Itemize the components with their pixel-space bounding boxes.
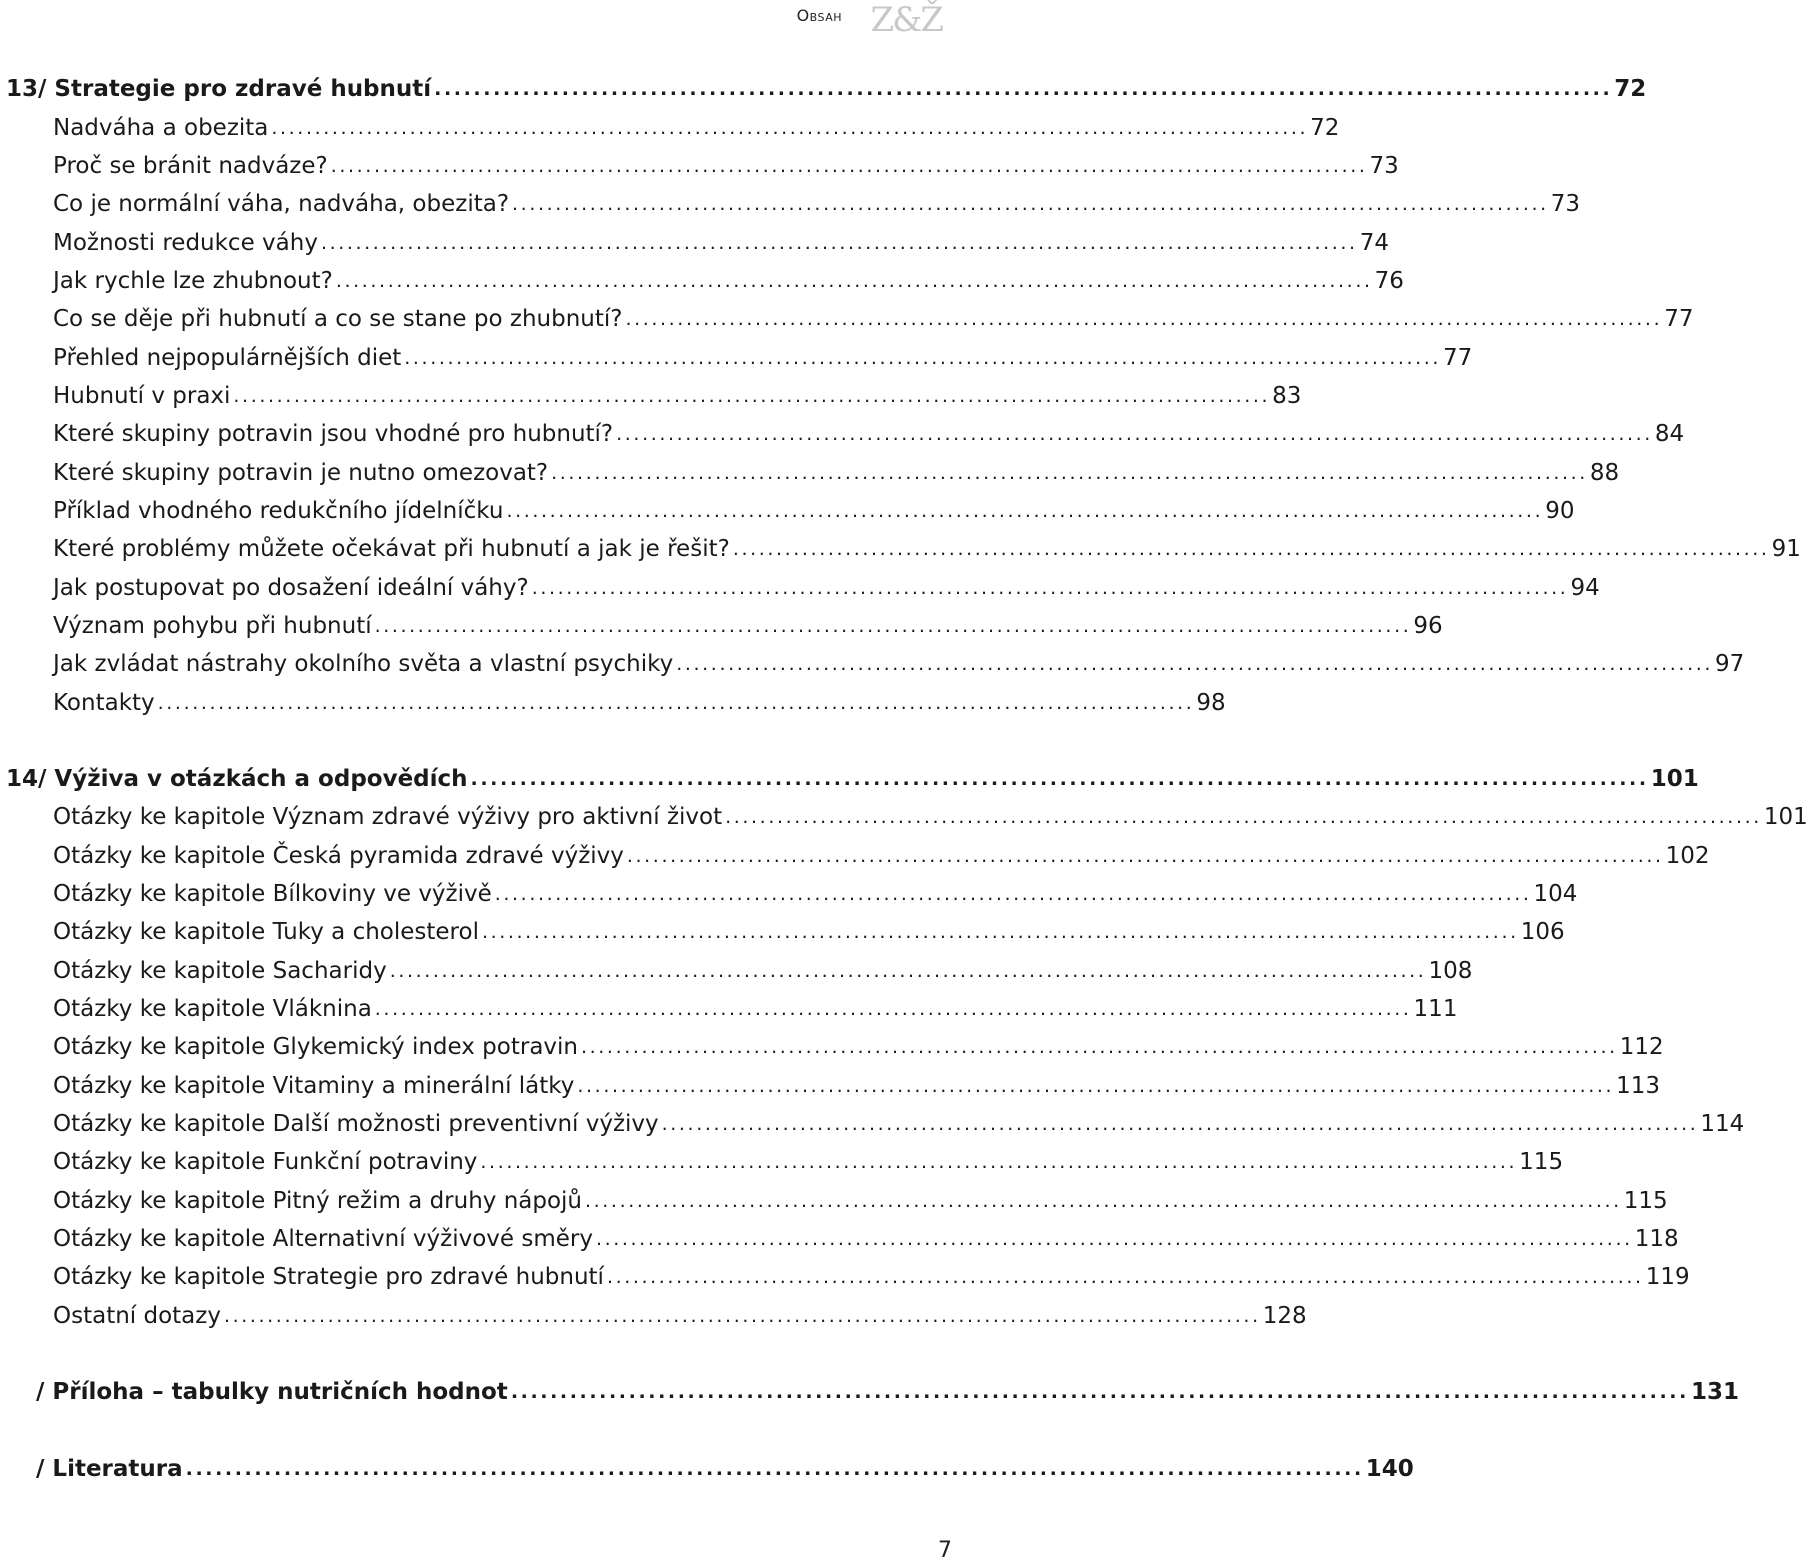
toc-entry-page: 128 bbox=[1262, 1302, 1307, 1329]
toc-entry-page: 74 bbox=[1359, 229, 1389, 256]
toc-entry-page: 118 bbox=[1634, 1226, 1679, 1253]
toc-entry[interactable] bbox=[0, 530, 1801, 568]
toc-entry-page: 88 bbox=[1589, 459, 1620, 486]
toc-entry-title: Otázky ke kapitole Funkční potraviny bbox=[53, 1149, 478, 1176]
toc-entry-page: 84 bbox=[1654, 421, 1685, 448]
table-of-contents bbox=[0, 70, 1808, 1488]
toc-entry-title: Příklad vhodného redukčního jídelníčku bbox=[53, 497, 504, 524]
toc-entry[interactable] bbox=[0, 262, 1404, 300]
toc-entry-page: 101 bbox=[1763, 804, 1808, 831]
toc-entry-title: 13/ Strategie pro zdravé hubnutí bbox=[6, 76, 432, 103]
toc-entry[interactable] bbox=[0, 1028, 1664, 1066]
toc-entry-page: 94 bbox=[1570, 574, 1600, 601]
dot-leader: ........................................................................................................................ bbox=[595, 1228, 1633, 1251]
toc-entry-page: 72 bbox=[1310, 114, 1340, 141]
toc-entry-title: Jak postupovat po dosažení ideální váhy? bbox=[53, 574, 529, 601]
toc-entry-title: Otázky ke kapitole Pitný režim a druhy nápojů bbox=[53, 1187, 583, 1214]
dot-leader: ........................................................................................................................ bbox=[481, 921, 1519, 944]
dot-leader: ........................................................................................................................ bbox=[494, 883, 1532, 906]
dot-leader: ........................................................................................................................ bbox=[185, 1457, 1364, 1480]
toc-entry-title: Možnosti redukce váhy bbox=[53, 229, 318, 256]
toc-entry-page: 73 bbox=[1550, 191, 1581, 218]
toc-entry-title: Otázky ke kapitole Další možnosti preventivní výživy bbox=[53, 1111, 659, 1138]
dot-leader: ........................................................................................................................ bbox=[506, 499, 1544, 522]
dot-leader: ........................................................................................................................ bbox=[374, 614, 1412, 637]
dot-leader: ........................................................................................................................ bbox=[271, 116, 1309, 139]
toc-entry[interactable] bbox=[0, 1297, 1307, 1335]
toc-entry-page: 98 bbox=[1196, 689, 1226, 716]
toc-entry[interactable] bbox=[0, 1182, 1668, 1220]
section-gap bbox=[0, 1335, 960, 1373]
toc-entry-title: Otázky ke kapitole Bílkoviny ve výživě bbox=[53, 881, 492, 908]
toc-entry-title: Které skupiny potravin jsou vhodné pro hubnutí? bbox=[53, 421, 614, 448]
toc-entry-title: Ostatní dotazy bbox=[53, 1302, 221, 1329]
toc-entry-page: 91 bbox=[1771, 536, 1801, 563]
dot-leader: ........................................................................................................................ bbox=[330, 154, 1368, 177]
toc-entry-page: 90 bbox=[1545, 497, 1575, 524]
toc-entry[interactable] bbox=[0, 108, 1340, 146]
toc-entry-page: 96 bbox=[1413, 612, 1443, 639]
toc-chapter-entry[interactable] bbox=[0, 760, 1699, 798]
dot-leader: ........................................................................................................................ bbox=[551, 461, 1588, 484]
toc-entry-page: 108 bbox=[1428, 957, 1473, 984]
toc-entry-page: 102 bbox=[1665, 842, 1710, 869]
toc-entry-page: 140 bbox=[1365, 1455, 1414, 1482]
header-title: Obsah bbox=[796, 6, 842, 25]
toc-appendix-entry[interactable] bbox=[0, 1373, 1739, 1411]
toc-entry-page: 83 bbox=[1272, 382, 1302, 409]
toc-entry[interactable] bbox=[0, 568, 1600, 606]
dot-leader: ........................................................................................................................ bbox=[157, 691, 1195, 714]
toc-entry-page: 106 bbox=[1520, 919, 1565, 946]
toc-entry-title: Otázky ke kapitole Vláknina bbox=[53, 996, 372, 1023]
toc-entry[interactable] bbox=[0, 223, 1389, 261]
dot-leader: ........................................................................................................................ bbox=[512, 193, 1549, 216]
toc-entry[interactable] bbox=[0, 300, 1694, 338]
toc-entry-page: 111 bbox=[1413, 996, 1458, 1023]
toc-entry[interactable] bbox=[0, 1143, 1564, 1181]
toc-entry[interactable] bbox=[0, 1258, 1690, 1296]
dot-leader: ........................................................................................................................ bbox=[470, 768, 1649, 791]
page-number: 7 bbox=[938, 1538, 952, 1563]
dot-leader: ........................................................................................................................ bbox=[625, 308, 1663, 331]
toc-entry-title: Nadváha a obezita bbox=[53, 114, 269, 141]
toc-entry[interactable] bbox=[0, 990, 1458, 1028]
toc-entry-title: 14/ Výživa v otázkách a odpovědích bbox=[6, 766, 468, 793]
toc-entry[interactable] bbox=[0, 415, 1685, 453]
toc-entry-page: 77 bbox=[1664, 306, 1694, 333]
toc-entry-title: Otázky ke kapitole Česká pyramida zdravé výživy bbox=[53, 842, 624, 869]
toc-entry[interactable] bbox=[0, 453, 1620, 491]
section-gap bbox=[0, 1411, 960, 1449]
toc-entry-title: Přehled nejpopulárnějších diet bbox=[53, 344, 402, 371]
dot-leader: ........................................................................................................................ bbox=[404, 346, 1442, 369]
toc-entry-title: Otázky ke kapitole Tuky a cholesterol bbox=[53, 919, 479, 946]
toc-entry-page: 101 bbox=[1650, 766, 1699, 793]
toc-entry[interactable] bbox=[0, 837, 1710, 875]
toc-entry[interactable] bbox=[0, 798, 1808, 836]
toc-entry[interactable] bbox=[0, 913, 1565, 951]
dot-leader: ........................................................................................................................ bbox=[510, 1381, 1689, 1404]
toc-entry-title: Proč se bránit nadváze? bbox=[53, 152, 328, 179]
dot-leader: ........................................................................................................................ bbox=[531, 576, 1569, 599]
toc-entry-title: Jak rychle lze zhubnout? bbox=[53, 267, 333, 294]
toc-entry-title: Význam pohybu při hubnutí bbox=[53, 612, 372, 639]
toc-entry-title: Otázky ke kapitole Strategie pro zdravé hubnutí bbox=[53, 1264, 604, 1291]
toc-entry-title: / Příloha – tabulky nutričních hodnot bbox=[36, 1379, 508, 1406]
dot-leader: ........................................................................................................................ bbox=[732, 538, 1770, 561]
toc-entry[interactable] bbox=[0, 1220, 1679, 1258]
publisher-logo: Z&Ž bbox=[870, 0, 942, 40]
dot-leader: ........................................................................................................................ bbox=[626, 844, 1664, 867]
dot-leader: ........................................................................................................................ bbox=[661, 1113, 1699, 1136]
toc-entry-page: 76 bbox=[1374, 267, 1404, 294]
dot-leader: ........................................................................................................................ bbox=[480, 1151, 1518, 1174]
toc-entry-title: Které problémy můžete očekávat při hubnutí a jak je řešit? bbox=[53, 536, 730, 563]
toc-entry[interactable] bbox=[0, 607, 1443, 645]
toc-appendix-entry[interactable] bbox=[0, 1449, 1414, 1487]
toc-entry[interactable] bbox=[0, 147, 1399, 185]
toc-entry-page: 131 bbox=[1690, 1379, 1739, 1406]
toc-entry-title: Jak zvládat nástrahy okolního světa a vlastní psychiky bbox=[53, 651, 674, 678]
toc-entry-title: Otázky ke kapitole Alternativní výživové směry bbox=[53, 1226, 593, 1253]
toc-entry-page: 114 bbox=[1700, 1111, 1745, 1138]
dot-leader: ........................................................................................................................ bbox=[233, 384, 1271, 407]
toc-entry[interactable] bbox=[0, 377, 1302, 415]
toc-entry[interactable] bbox=[0, 1067, 1661, 1105]
toc-entry-title: Kontakty bbox=[53, 689, 155, 716]
dot-leader: ........................................................................................................................ bbox=[581, 1036, 1618, 1059]
toc-entry-page: 115 bbox=[1623, 1187, 1668, 1214]
section-gap bbox=[0, 722, 960, 760]
toc-entry-title: Co je normální váha, nadváha, obezita? bbox=[53, 191, 510, 218]
toc-entry-page: 104 bbox=[1533, 881, 1578, 908]
toc-entry[interactable] bbox=[0, 875, 1578, 913]
toc-entry-title: Otázky ke kapitole Sacharidy bbox=[53, 957, 387, 984]
toc-entry[interactable] bbox=[0, 684, 1226, 722]
toc-entry-page: 119 bbox=[1645, 1264, 1690, 1291]
toc-entry[interactable] bbox=[0, 645, 1745, 683]
toc-chapter-entry[interactable] bbox=[0, 70, 1647, 108]
toc-entry[interactable] bbox=[0, 492, 1575, 530]
dot-leader: ........................................................................................................................ bbox=[577, 1074, 1615, 1097]
toc-entry-title: Otázky ke kapitole Vitaminy a minerální látky bbox=[53, 1072, 575, 1099]
toc-entry-title: Otázky ke kapitole Glykemický index potravin bbox=[53, 1034, 579, 1061]
toc-entry-page: 72 bbox=[1614, 76, 1647, 103]
dot-leader: ........................................................................................................................ bbox=[585, 1189, 1622, 1212]
toc-entry-page: 113 bbox=[1616, 1072, 1661, 1099]
dot-leader: ........................................................................................................................ bbox=[374, 998, 1412, 1021]
toc-entry[interactable] bbox=[0, 1105, 1745, 1143]
dot-leader: ........................................................................................................................ bbox=[389, 959, 1427, 982]
toc-entry-title: Co se děje při hubnutí a co se stane po zhubnutí? bbox=[53, 306, 623, 333]
toc-entry-page: 97 bbox=[1715, 651, 1745, 678]
dot-leader: ........................................................................................................................ bbox=[434, 78, 1613, 101]
toc-entry[interactable] bbox=[0, 185, 1581, 223]
toc-entry[interactable] bbox=[0, 952, 1473, 990]
toc-entry[interactable] bbox=[0, 338, 1473, 376]
dot-leader: ........................................................................................................................ bbox=[616, 423, 1653, 446]
toc-entry-page: 112 bbox=[1619, 1034, 1664, 1061]
dot-leader: ........................................................................................................................ bbox=[320, 231, 1358, 254]
page-header bbox=[0, 0, 960, 40]
toc-entry-title: Hubnutí v praxi bbox=[53, 382, 231, 409]
dot-leader: ........................................................................................................................ bbox=[676, 653, 1713, 676]
toc-entry-title: / Literatura bbox=[36, 1455, 183, 1482]
toc-entry-title: Které skupiny potravin je nutno omezovat? bbox=[53, 459, 549, 486]
toc-entry-title: Otázky ke kapitole Význam zdravé výživy pro aktivní život bbox=[53, 804, 723, 831]
toc-entry-page: 73 bbox=[1369, 152, 1399, 179]
toc-entry-page: 115 bbox=[1519, 1149, 1564, 1176]
dot-leader: ........................................................................................................................ bbox=[223, 1304, 1261, 1327]
toc-entry-page: 77 bbox=[1443, 344, 1473, 371]
dot-leader: ........................................................................................................................ bbox=[725, 806, 1762, 829]
dot-leader: ........................................................................................................................ bbox=[606, 1266, 1644, 1289]
dot-leader: ........................................................................................................................ bbox=[335, 269, 1373, 292]
